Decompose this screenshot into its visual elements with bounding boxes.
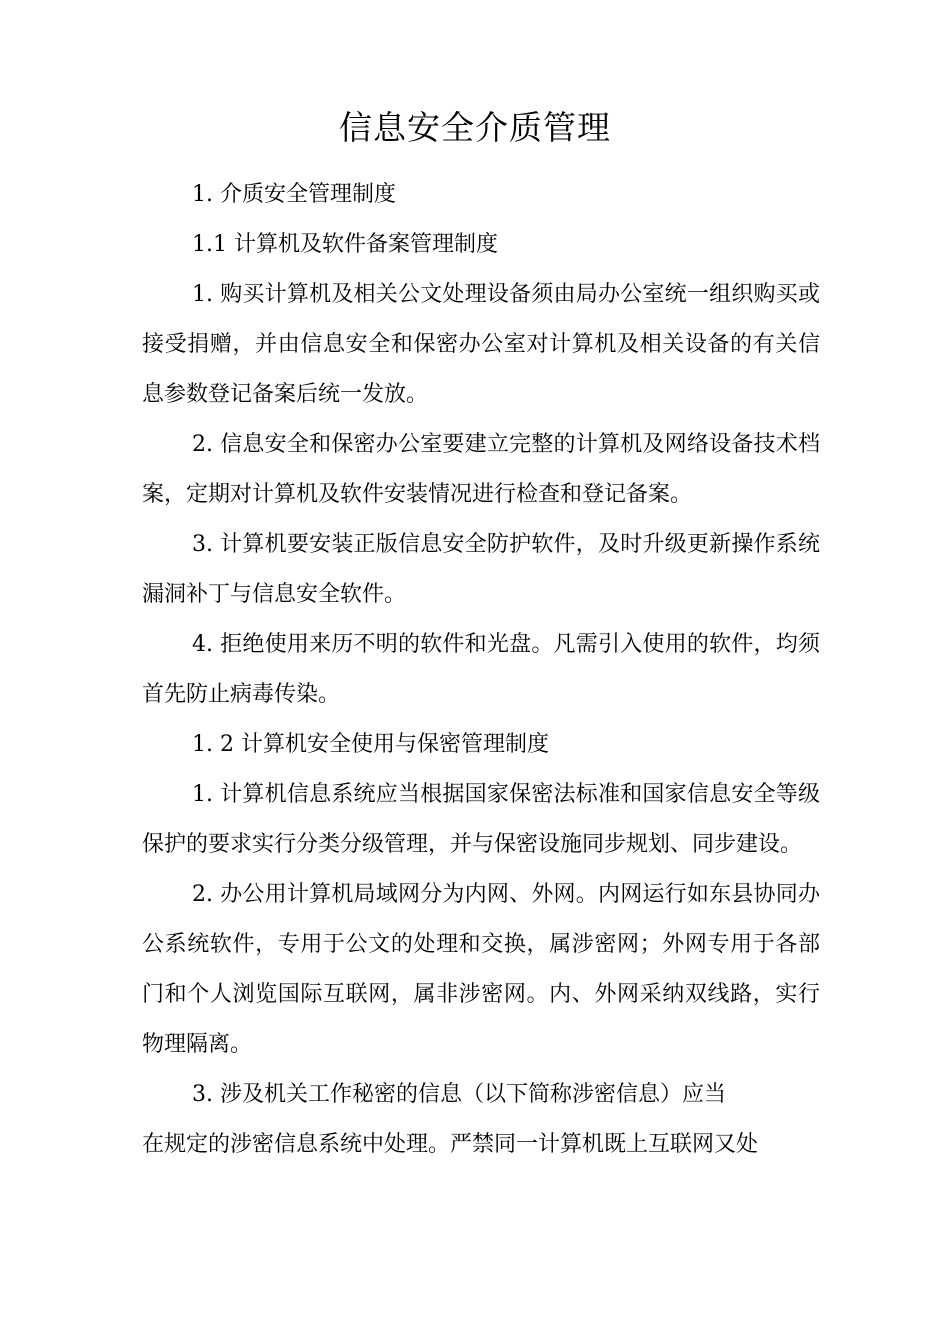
subsection-heading: 1. 2 计算机安全使用与保密管理制度 [192, 732, 549, 757]
paragraph: 4. 拒绝使用来历不明的软件和光盘。凡需引入使用的软件，均须首先防止病毒传染。 [142, 632, 820, 707]
paragraph: 2. 信息安全和保密办公室要建立完整的计算机及网络设备技术档案，定期对计算机及软件安装情况进行检查和登记备案。 [142, 432, 820, 507]
section-heading: 1. 介质安全管理制度 [192, 182, 396, 207]
paragraph: 3. 计算机要安装正版信息安全防护软件，及时升级更新操作系统漏洞补丁与信息安全软件。 [142, 532, 820, 607]
paragraph: 1. 计算机信息系统应当根据国家保密法标准和国家信息安全等级保护的要求实行分类分级管理，并与保密设施同步规划、同步建设。 [142, 782, 820, 857]
paragraph: 3. 涉及机关工作秘密的信息（以下简称涉密信息）应当 [192, 1082, 726, 1107]
document-title: 信息安全介质管理 [339, 108, 611, 147]
document-body [142, 170, 820, 1170]
paragraph: 1. 购买计算机及相关公文处理设备须由局办公室统一组织购买或接受捐赠，并由信息安全和保密办公室对计算机及相关设备的有关信息参数登记备案后统一发放。 [142, 282, 820, 407]
paragraph: 2. 办公用计算机局域网分为内网、外网。内网运行如东县协同办公系统软件，专用于公文的处理和交换，属涉密网；外网专用于各部门和个人浏览国际互联网，属非涉密网。内、外网采纳双线路，实行物理隔离。 [142, 882, 820, 1057]
paragraph-continuation: 在规定的涉密信息系统中处理。严禁同一计算机既上互联网又处 [142, 1132, 759, 1157]
subsection-heading: 1.1 计算机及软件备案管理制度 [192, 232, 498, 257]
